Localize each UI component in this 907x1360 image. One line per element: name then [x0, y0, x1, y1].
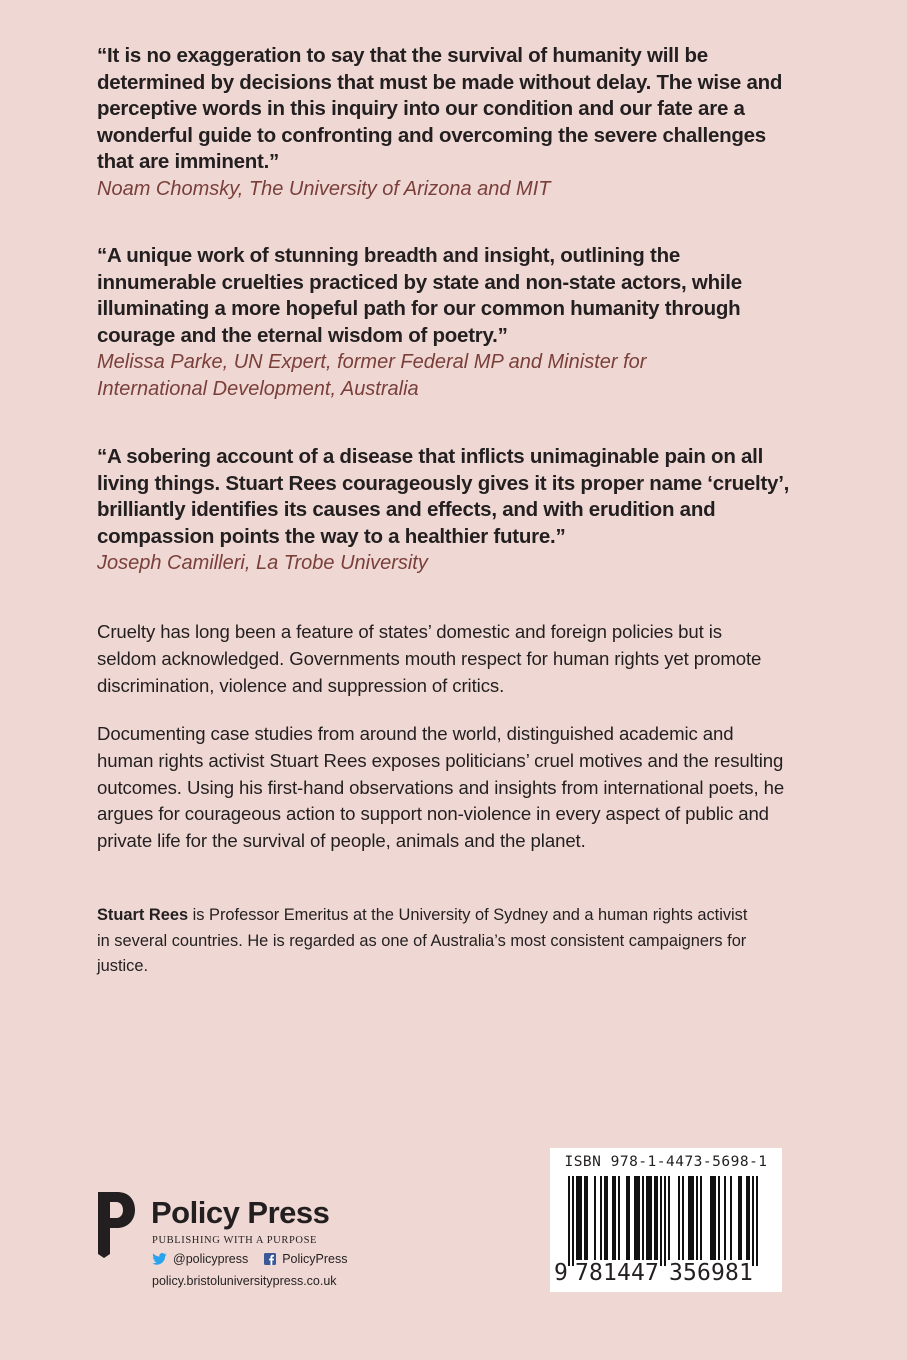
barcode-digit: 7: [575, 1260, 589, 1286]
barcode-bar: [628, 1176, 630, 1260]
barcode-bar: [714, 1176, 716, 1260]
barcode-digit: 9: [711, 1260, 725, 1286]
facebook-handle-text: PolicyPress: [282, 1252, 348, 1266]
quote-2-text: “A unique work of stunning breadth and insight, outlining the innumerable cruelties practiced by state and non-state actors, while illuminating a more hopeful path for our common humanity through courage and the eternal wisdom of poetry.”: [97, 244, 742, 347]
barcode-bar: [634, 1176, 636, 1260]
barcode-bar: [730, 1176, 732, 1260]
publisher-url: policy.bristoluniversitypress.co.uk: [152, 1274, 337, 1288]
bird-icon: [152, 1253, 167, 1265]
barcode-digit: 9: [554, 1260, 568, 1286]
barcode-bar: [700, 1176, 702, 1260]
barcode-bar: [650, 1176, 652, 1260]
barcode-digit: 5: [683, 1260, 697, 1286]
barcode-bar: [678, 1176, 680, 1260]
barcode-digit: 8: [589, 1260, 603, 1286]
barcode-bar: [594, 1176, 596, 1260]
policy-press-logo-icon: [95, 1190, 137, 1260]
barcode-digit: 1: [739, 1260, 753, 1286]
quote-3-attribution: Joseph Camilleri, La Trobe University: [97, 552, 428, 575]
publisher-tagline: PUBLISHING WITH A PURPOSE: [152, 1235, 318, 1246]
barcode-bar: [756, 1176, 758, 1266]
author-bio: [97, 903, 757, 980]
description-paragraph-2: Documenting case studies from around the world, distinguished academic and human rights activist Stuart Rees exposes politicians’ cruel motives and the resulting outcomes. Using his first-hand observations and insights from international poets, he argues for courageous action to support non-violence in every aspect of public and private life for the survival of people, animals and the planet.: [97, 723, 785, 852]
barcode-digit: 1: [603, 1260, 617, 1286]
barcode-bar: [580, 1176, 582, 1260]
barcode-bar: [748, 1176, 750, 1260]
barcode-bar: [718, 1176, 720, 1260]
facebook-icon: [264, 1253, 276, 1265]
isbn-label: ISBN 978-1-4473-5698-1: [564, 1154, 768, 1170]
barcode-bar: [740, 1176, 742, 1260]
publisher-block: [93, 1190, 393, 1300]
barcode-bar: [712, 1176, 714, 1260]
quote-1: [97, 43, 797, 203]
quote-1-attribution: Noam Chomsky, The University of Arizona and MIT: [97, 177, 551, 200]
barcode-bar: [724, 1176, 726, 1260]
barcode-bar: [738, 1176, 740, 1260]
barcode-bar: [660, 1176, 662, 1266]
barcode-bar: [636, 1176, 638, 1260]
twitter-handle-text: @policypress: [173, 1252, 249, 1266]
isbn-barcode: [550, 1148, 782, 1292]
barcode-bar: [578, 1176, 580, 1260]
barcode-bar: [572, 1176, 574, 1266]
barcode-bar: [568, 1176, 570, 1266]
publisher-social: [152, 1252, 364, 1266]
barcode-bar: [668, 1176, 670, 1260]
barcode-bar: [688, 1176, 690, 1260]
barcode-bar: [746, 1176, 748, 1260]
barcode-bar: [646, 1176, 648, 1260]
barcode-bar: [614, 1176, 616, 1260]
barcode-digit: 3: [669, 1260, 683, 1286]
barcode-digit: 7: [645, 1260, 659, 1286]
author-name: Stuart Rees: [97, 906, 189, 924]
barcode-bar: [604, 1176, 606, 1260]
barcode-bar: [648, 1176, 650, 1260]
quote-2: [97, 243, 777, 403]
barcode-bar: [584, 1176, 586, 1260]
barcode-bar: [576, 1176, 578, 1260]
barcode-bar: [690, 1176, 692, 1260]
author-bio-text: is Professor Emeritus at the University of Sydney and a human rights activist in several countries. He is regarded as one of Australia’s most consistent campaigners for justice.: [97, 906, 748, 976]
barcode-digit: 8: [725, 1260, 739, 1286]
barcode-bars: [550, 1176, 782, 1266]
barcode-digit: 4: [631, 1260, 645, 1286]
barcode-bar: [638, 1176, 640, 1260]
barcode-bar: [752, 1176, 754, 1266]
description-paragraph-1: Cruelty has long been a feature of states’ domestic and foreign policies but is seldom acknowledged. Governments mouth respect for human rights yet promote discrimination, violence and suppression of critics.: [97, 621, 762, 696]
barcode-digit: 4: [617, 1260, 631, 1286]
twitter-handle: [152, 1252, 248, 1266]
quote-1-text: “It is no exaggeration to say that the survival of humanity will be determined by decisions that must be made without delay. The wise and perceptive words in this inquiry into our condition and our fate are a wonderful guide to confronting and overcoming the severe challenges that are imminent.”: [97, 44, 783, 174]
quote-3: [97, 444, 797, 577]
barcode-bar: [618, 1176, 620, 1260]
barcode-bar: [606, 1176, 608, 1260]
barcode-bar: [612, 1176, 614, 1260]
barcode-bar: [600, 1176, 602, 1260]
barcode-bar: [664, 1176, 666, 1266]
barcode-bar: [656, 1176, 658, 1260]
barcode-bar: [710, 1176, 712, 1260]
barcode-bar: [692, 1176, 694, 1260]
quote-3-text: “A sobering account of a disease that inflicts unimaginable pain on all living things. Stuart Rees courageously gives it its proper name ‘cruelty’, brilliantly identifies its causes and effects, and with erudition and compassion points the way to a healthier future.”: [97, 445, 790, 548]
quote-2-attribution: Melissa Parke, UN Expert, former Federal MP and Minister for International Development, Australia: [97, 351, 647, 400]
facebook-handle: [264, 1252, 347, 1266]
barcode-bar: [654, 1176, 656, 1260]
barcode-bar: [696, 1176, 698, 1260]
barcode-bar: [626, 1176, 628, 1260]
barcode-bar: [586, 1176, 588, 1260]
barcode-digits: [550, 1260, 782, 1286]
barcode-bar: [682, 1176, 684, 1260]
publisher-name: Policy Press: [151, 1195, 330, 1230]
barcode-bar: [642, 1176, 644, 1260]
barcode-digit: 6: [697, 1260, 711, 1286]
